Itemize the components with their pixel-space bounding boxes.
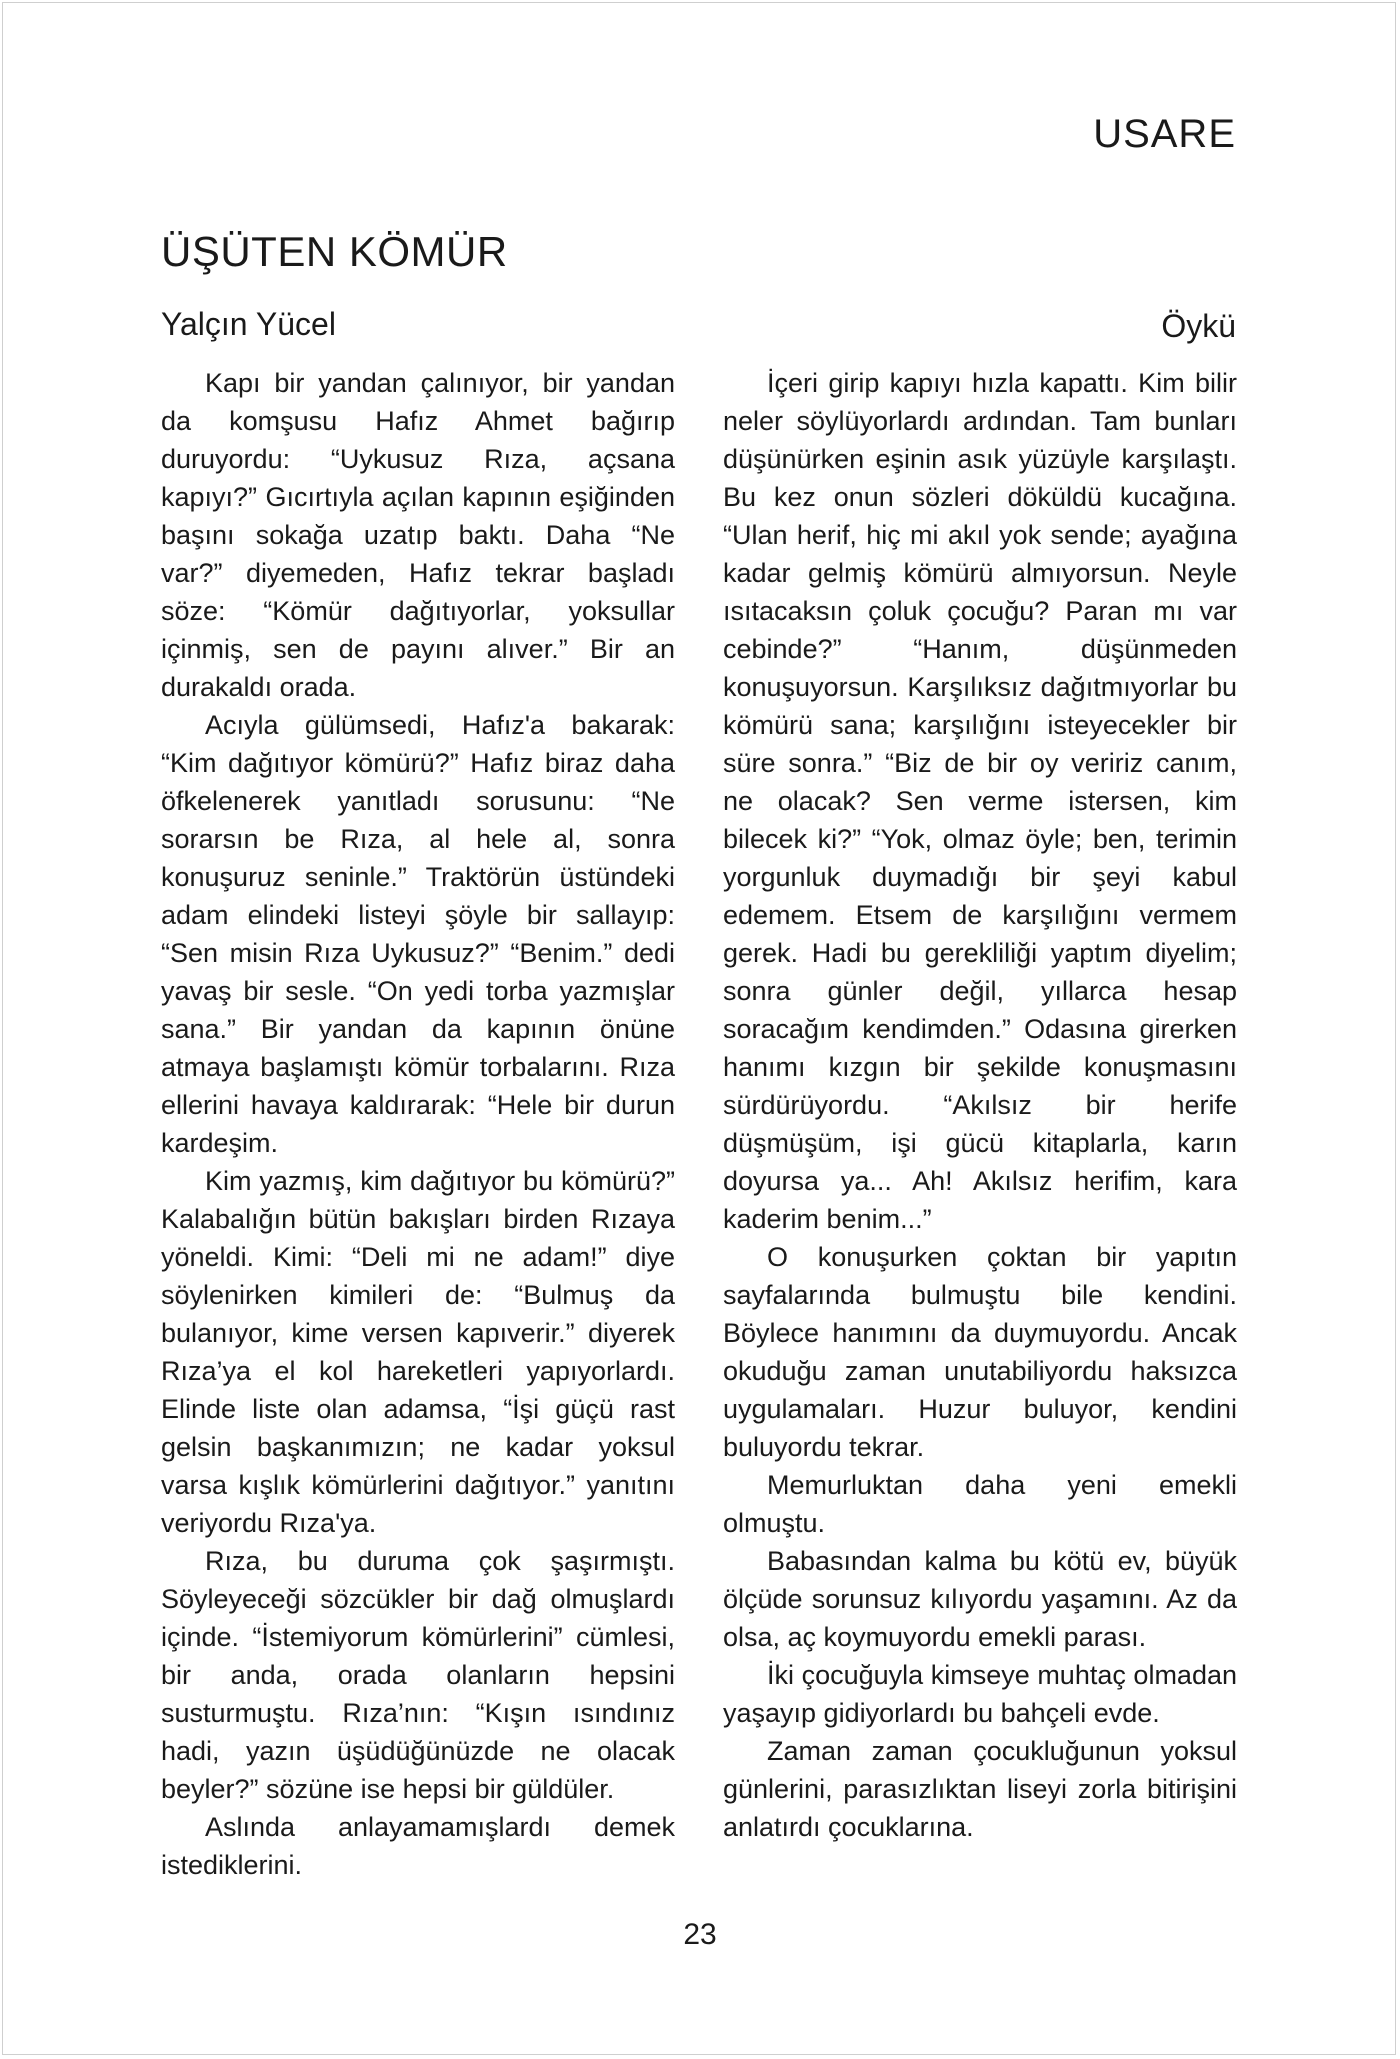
paragraph: Zaman zaman çocukluğunun yoksul günlerini, parasızlıktan liseyi zorla bitirişini anlatırdı çocuklarına.: [723, 1736, 1237, 1842]
paragraph: İçeri girip kapıyı hızla kapattı. Kim bilir neler söylüyorlardı ardından. Tam bunları düşünürken eşinin asık yüzüyle karşılaştı. Bu kez onun sözleri döküldü kucağına. “Ulan herif, hiç mi akıl yok sende; ayağına kadar gelmiş kömürü almıyorsun. Neyle ısıtacaksın çoluk çocuğu? Paran mı var cebinde?” “Hanım, düşünmeden konuşuyorsun. Karşılıksız dağıtmıyorlar bu kömürü sana; karşılığını isteyecekler bir süre sonra.” “Biz de bir oy veririz canım, ne olacak? Sen verme istersen, kim bilecek ki?” “Yok, olmaz öyle; ben, terimin yorgunluk duymadığı bir şeyi kabul edemem. Etsem de karşılığını vermem gerek. Hadi bu gerekliliği yaptım diyelim; sonra günler değil, yıllarca hesap soracağım kendimden.” Odasına girerken hanımı kızgın bir şekilde konuşmasını sürdürüyordu. “Akılsız bir herife düşmüşüm, işi gücü kitaplarla, karın doyursa ya... Ah! Akılsız herifim, kara kaderim benim...”: [723, 368, 1237, 1234]
paragraph: Babasından kalma bu kötü ev, büyük ölçüde sorunsuz kılıyordu yaşamını. Az da olsa, aç koymuyordu emekli parası.: [723, 1546, 1237, 1652]
paragraph: Acıyla gülümsedi, Hafız'a bakarak: “Kim dağıtıyor kömürü?” Hafız biraz daha öfkelenerek yanıtladı sorusunu: “Ne sorarsın be Rıza, al hele al, sonra konuşuruz seninle.” Traktörün üstündeki adam elindeki listeyi şöyle bir sallayıp: “Sen misin Rıza Uykusuz?” “Benim.” dedi yavaş bir sesle. “On yedi torba yazmışlar sana.” Bir yandan da kapının önüne atmaya başlamıştı kömür torbalarını. Rıza ellerini havaya kaldırarak: “Hele bir durun kardeşim.: [161, 710, 675, 1158]
paragraph: O konuşurken çoktan bir yapıtın sayfalarında bulmuştu bile kendini. Böylece hanımını da duymuyordu. Ancak okuduğu zaman unutabiliyordu haksızca uygulamaları. Huzur buluyor, kendini buluyordu tekrar.: [723, 1242, 1237, 1462]
paragraph: Aslında anlayamamışlardı demek istediklerini.: [161, 1812, 675, 1880]
right-column: [723, 364, 1237, 1846]
paragraph: Rıza, bu duruma çok şaşırmıştı. Söyleyeceği sözcükler bir dağ olmuşlardı içinde. “İstemiyorum kömürlerini” cümlesi, bir anda, orada olanların hepsini susturmuştu. Rıza’nın: “Kışın ısındınız hadi, yazın üşüdüğünüzde ne olacak beyler?” sözüne ise hepsi bir güldüler.: [161, 1546, 675, 1804]
paragraph: Kapı bir yandan çalınıyor, bir yandan da komşusu Hafız Ahmet bağırıp duruyordu: “Uykusuz Rıza, açsana kapıyı?” Gıcırtıyla açılan kapının eşiğinden başını sokağa uzatıp baktı. Daha “Ne var?” diyemeden, Hafız tekrar başladı söze: “Kömür dağıtıyorlar, yoksullar içinmiş, sen de payını alıver.” Bir an durakaldı orada.: [161, 368, 675, 702]
magazine-name: USARE: [1093, 112, 1236, 156]
paragraph: Kim yazmış, kim dağıtıyor bu kömürü?” Kalabalığın bütün bakışları birden Rızaya yöneldi. Kimi: “Deli mi ne adam!” diye söylenirken kimileri de: “Bulmuş da bulanıyor, kime versen kapıverir.” diyerek Rıza’ya el kol hareketleri yapıyorlardı. Elinde liste olan adamsa, “İşi güçü rast gelsin başkanımızın; ne kadar yoksul varsa kışlık kömürlerini dağıtıyor.” yanıtını veriyordu Rıza'ya.: [161, 1166, 675, 1538]
author-name: Yalçın Yücel: [161, 306, 336, 342]
page-number: 23: [683, 1918, 717, 1951]
paragraph: İki çocuğuyla kimseye muhtaç olmadan yaşayıp gidiyorlardı bu bahçeli evde.: [723, 1660, 1237, 1728]
genre-label: Öykü: [1161, 308, 1236, 344]
story-title: ÜŞÜTEN KÖMÜR: [161, 228, 508, 275]
paragraph: Memurluktan daha yeni emekli olmuştu.: [723, 1470, 1237, 1538]
left-column: [161, 364, 675, 1884]
